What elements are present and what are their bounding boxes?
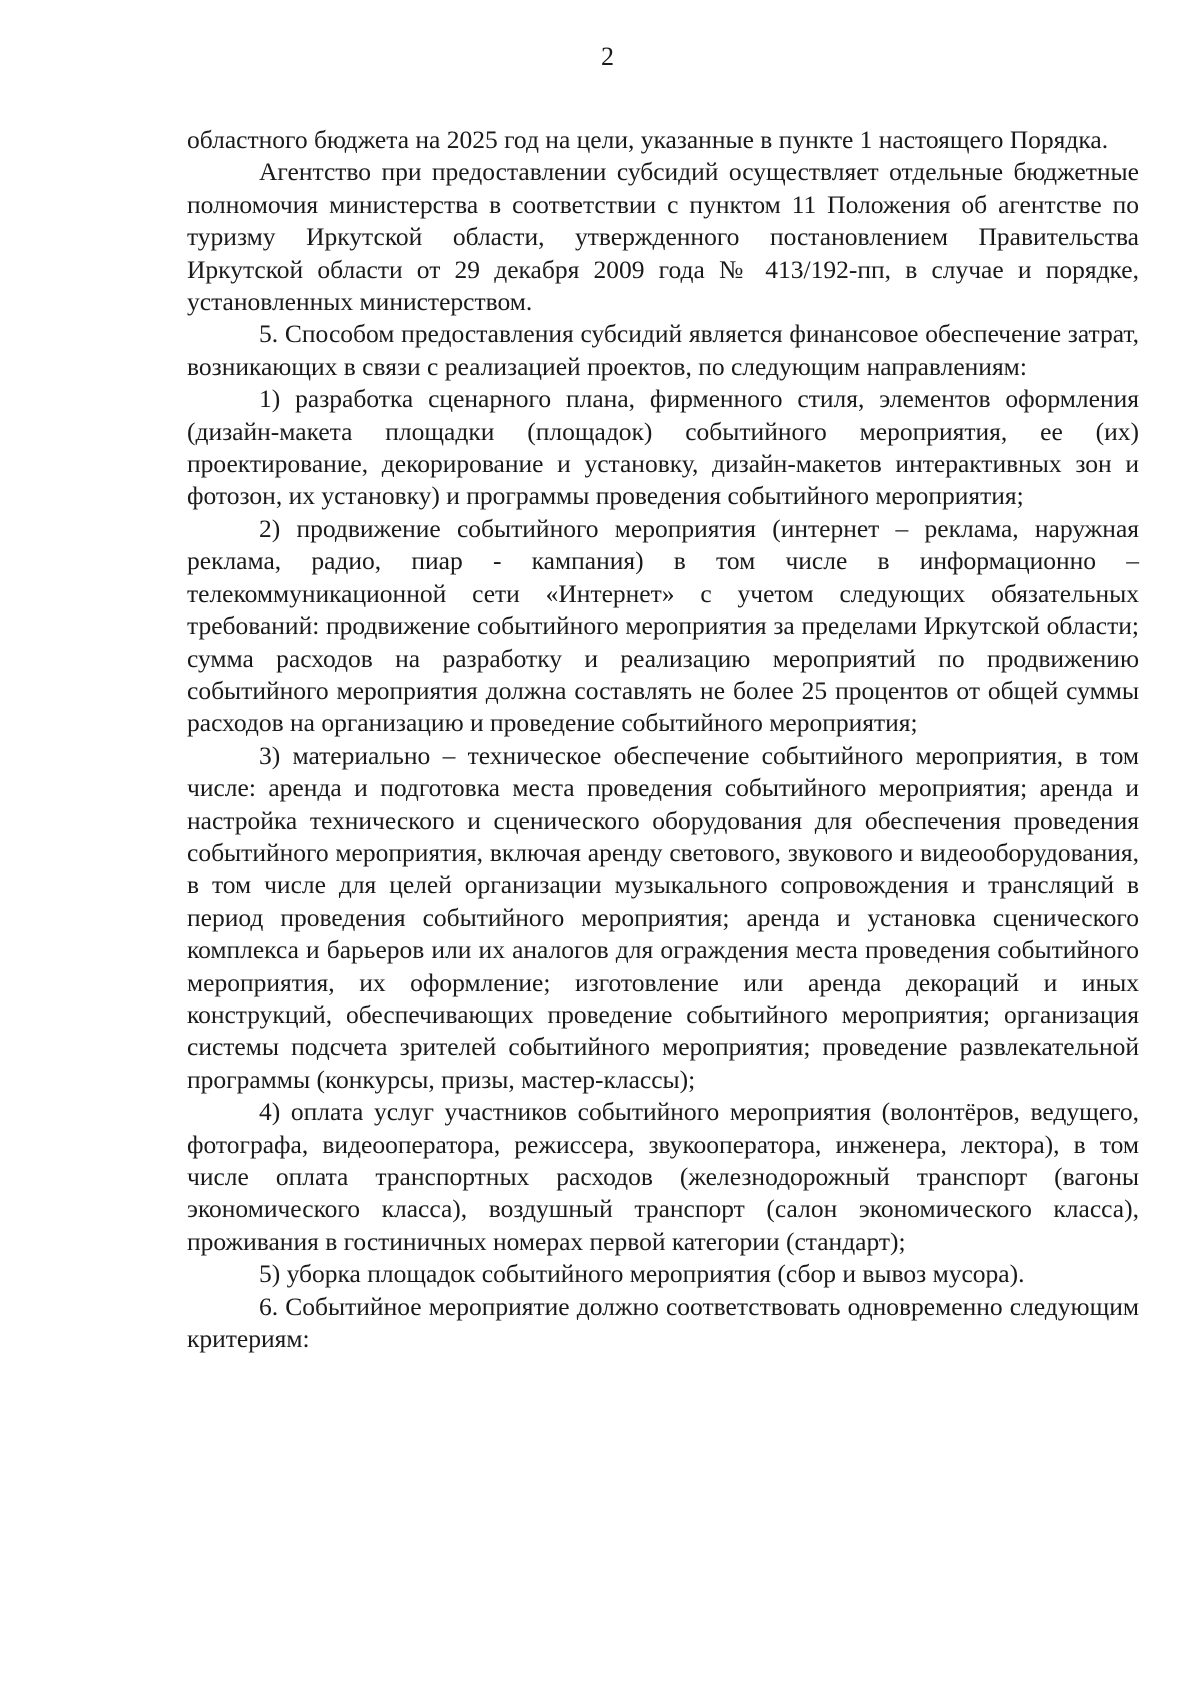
document-body — [187, 124, 1139, 1355]
paragraph-item-6: 6. Событийное мероприятие должно соответствовать одновременно следующим критериям: — [187, 1291, 1139, 1354]
paragraph-subitem-3: 3) материально – техническое обеспечение событийного мероприятия, в том числе: аренда и подготовка места проведения событийного мероприятия; аренда и настройка технического и сценического оборудования для обеспечения проведения событийного мероприятия, включая аренду светового, звукового и видеооборудования, в том числе для целей организации музыкального сопровождения и трансляций в период проведения событийного мероприятия; аренда и установка сценического комплекса и барьеров или их аналогов для ограждения места проведения событийного мероприятия, их оформление; изготовление или аренда декораций и иных конструкций, обеспечивающих проведение событийного мероприятия; организация системы подсчета зрителей событийного мероприятия; проведение развлекательной программы (конкурсы, призы, мастер-классы); — [187, 740, 1139, 1094]
paragraph-subitem-2: 2) продвижение событийного мероприятия (интернет – реклама, наружная реклама, радио, пиар - кампания) в том числе в информационно – телекоммуникационной сети «Интернет» с учетом следующих обязательных требований: продвижение событийного мероприятия за пределами Иркутской области; сумма расходов на разработку и реализацию мероприятий по продвижению событийного мероприятия должна составлять не более 25 процентов от общей суммы расходов на организацию и проведение событийного мероприятия; — [187, 513, 1139, 738]
paragraph-continuation: областного бюджета на 2025 год на цели, указанные в пункте 1 настоящего Порядка. — [187, 125, 1109, 154]
paragraph-subitem-1: 1) разработка сценарного плана, фирменного стиля, элементов оформления (дизайн-макета площадки (площадок) событийного мероприятия, ее (их) проектирование, декорирование и установку, дизайн-макетов интерактивных зон и фотозон, их установку) и программы проведения событийного мероприятия; — [187, 384, 1139, 511]
paragraph-subitem-5: 5) уборка площадок событийного мероприятия (сбор и вывоз мусора). — [259, 1259, 1025, 1289]
paragraph-item-5: 5. Способом предоставления субсидий является финансовое обеспечение затрат, возникающих в связи с реализацией проектов, по следующим направлениям: — [187, 319, 1139, 381]
paragraph-agency-powers: Агентство при предоставлении субсидий осуществляет отдельные бюджетные полномочия министерства в соответствии с пунктом 11 Положения об агентстве по туризму Иркутской области, утвержденного постановлением Правительства Иркутской области от 29 декабря 2009 года № 413/192-пп, в случае и порядке, установленных министерством. — [187, 157, 1139, 317]
page-number: 2 — [601, 42, 614, 71]
paragraph-subitem-4: 4) оплата услуг участников событийного мероприятия (волонтёров, ведущего, фотографа, видеооператора, режиссера, звукооператора, инженера, лектора), в том числе оплата транспортных расходов (железнодорожный транспорт (вагоны экономического класса), воздушный транспорт (салон экономического класса), проживания в гостиничных номерах первой категории (стандарт); — [187, 1097, 1139, 1256]
